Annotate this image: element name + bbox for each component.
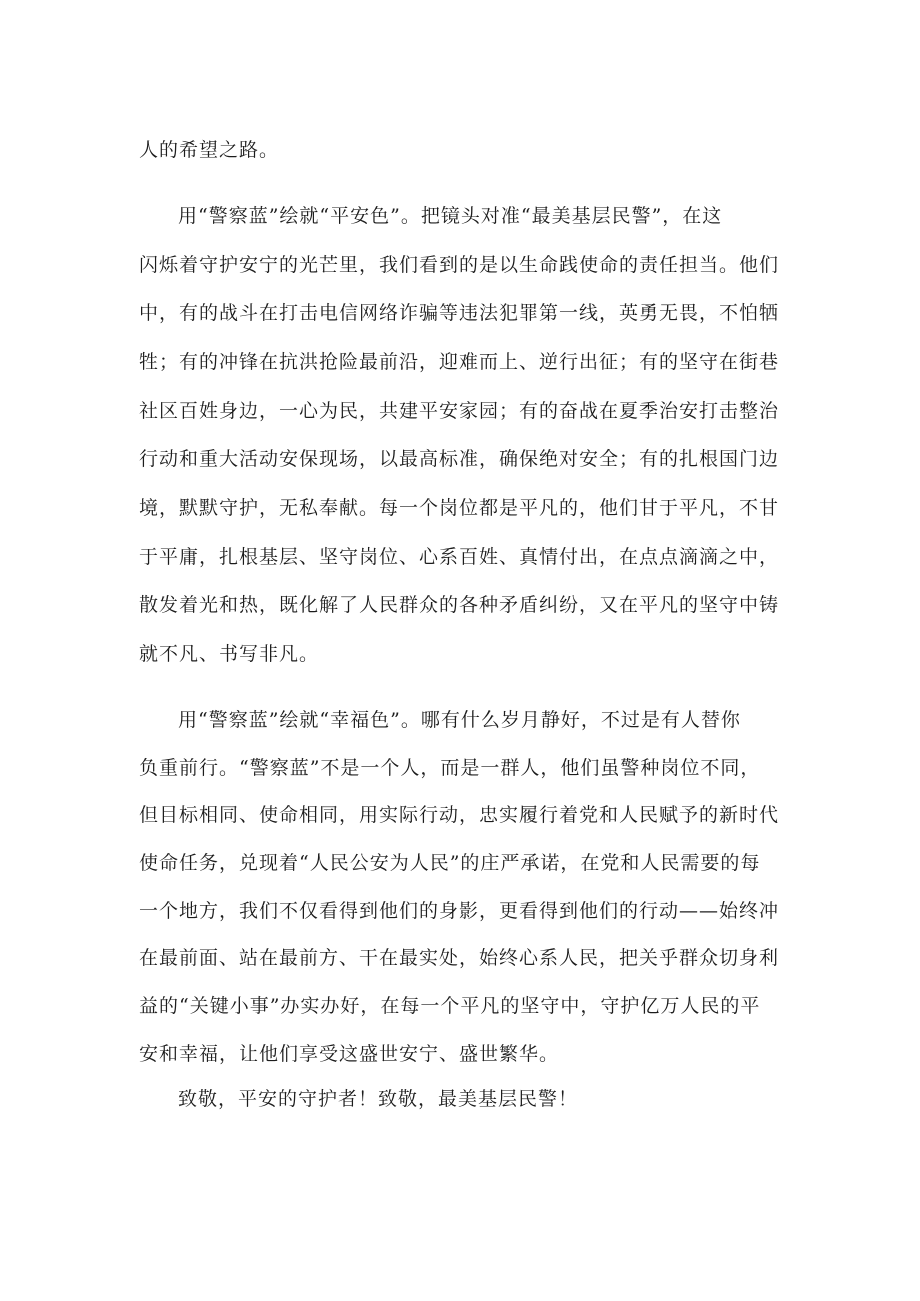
paragraph-2-line-3: 中，有的战斗在打击电信网络诈骗等违法犯罪第一线，英勇无畏，不怕牺 [139, 302, 780, 324]
paragraph-3-line-7: 益的“关键小事”办实办好，在每一个平凡的坚守中，守护亿万人民的平 [139, 995, 761, 1017]
paragraph-2-line-7: 境，默默守护，无私奉献。每一个岗位都是平凡的，他们甘于平凡，不甘 [139, 497, 780, 519]
paragraph-3-line-6: 在最前面、站在最前方、干在最实处，始终心系人民，把关乎群众切身利 [139, 947, 780, 969]
paragraph-2-line-4: 牲；有的冲锋在抗洪抢险最前沿，迎难而上、逆行出征；有的坚守在街巷 [139, 351, 780, 373]
paragraph-1-line-1: 人的希望之路。 [139, 139, 280, 161]
paragraph-2-line-2: 闪烁着守护安宁的光芒里，我们看到的是以生命践使命的责任担当。他们 [139, 254, 780, 276]
paragraph-2-line-8: 于平庸，扎根基层、坚守岗位、心系百姓、真情付出，在点点滴滴之中， [139, 546, 780, 568]
paragraph-2-line-9: 散发着光和热，既化解了人民群众的各种矛盾纠纷，又在平凡的坚守中铸 [139, 594, 780, 616]
paragraph-2-line-5: 社区百姓身边，一心为民，共建平安家园；有的奋战在夏季治安打击整治 [139, 400, 780, 422]
paragraph-2-line-1: 用“警察蓝”绘就“平安色”。把镜头对准“最美基层民警”，在这 [178, 205, 723, 227]
paragraph-3-line-1: 用“警察蓝”绘就“幸福色”。哪有什么岁月静好，不过是有人替你 [178, 709, 741, 731]
paragraph-3-line-3: 但目标相同、使命相同，用实际行动，忠实履行着党和人民赋予的新时代 [139, 804, 780, 826]
paragraph-2-line-6: 行动和重大活动安保现场，以最高标准，确保绝对安全；有的扎根国门边 [139, 448, 780, 470]
paragraph-4-line-1: 致敬，平安的守护者！致敬，最美基层民警！ [178, 1088, 579, 1110]
paragraph-2-line-10: 就不凡、书写非凡。 [139, 643, 320, 665]
paragraph-3-line-8: 安和幸福，让他们享受这盛世安宁、盛世繁华。 [139, 1043, 560, 1065]
paragraph-3-line-4: 使命任务，兑现着“人民公安为人民”的庄严承诺，在党和人民需要的每 [139, 852, 761, 874]
paragraph-3-line-2: 负重前行。“警察蓝”不是一个人，而是一群人，他们虽警种岗位不同， [139, 757, 761, 779]
paragraph-3-line-5: 一个地方，我们不仅看得到他们的身影，更看得到他们的行动——始终冲 [139, 900, 780, 922]
